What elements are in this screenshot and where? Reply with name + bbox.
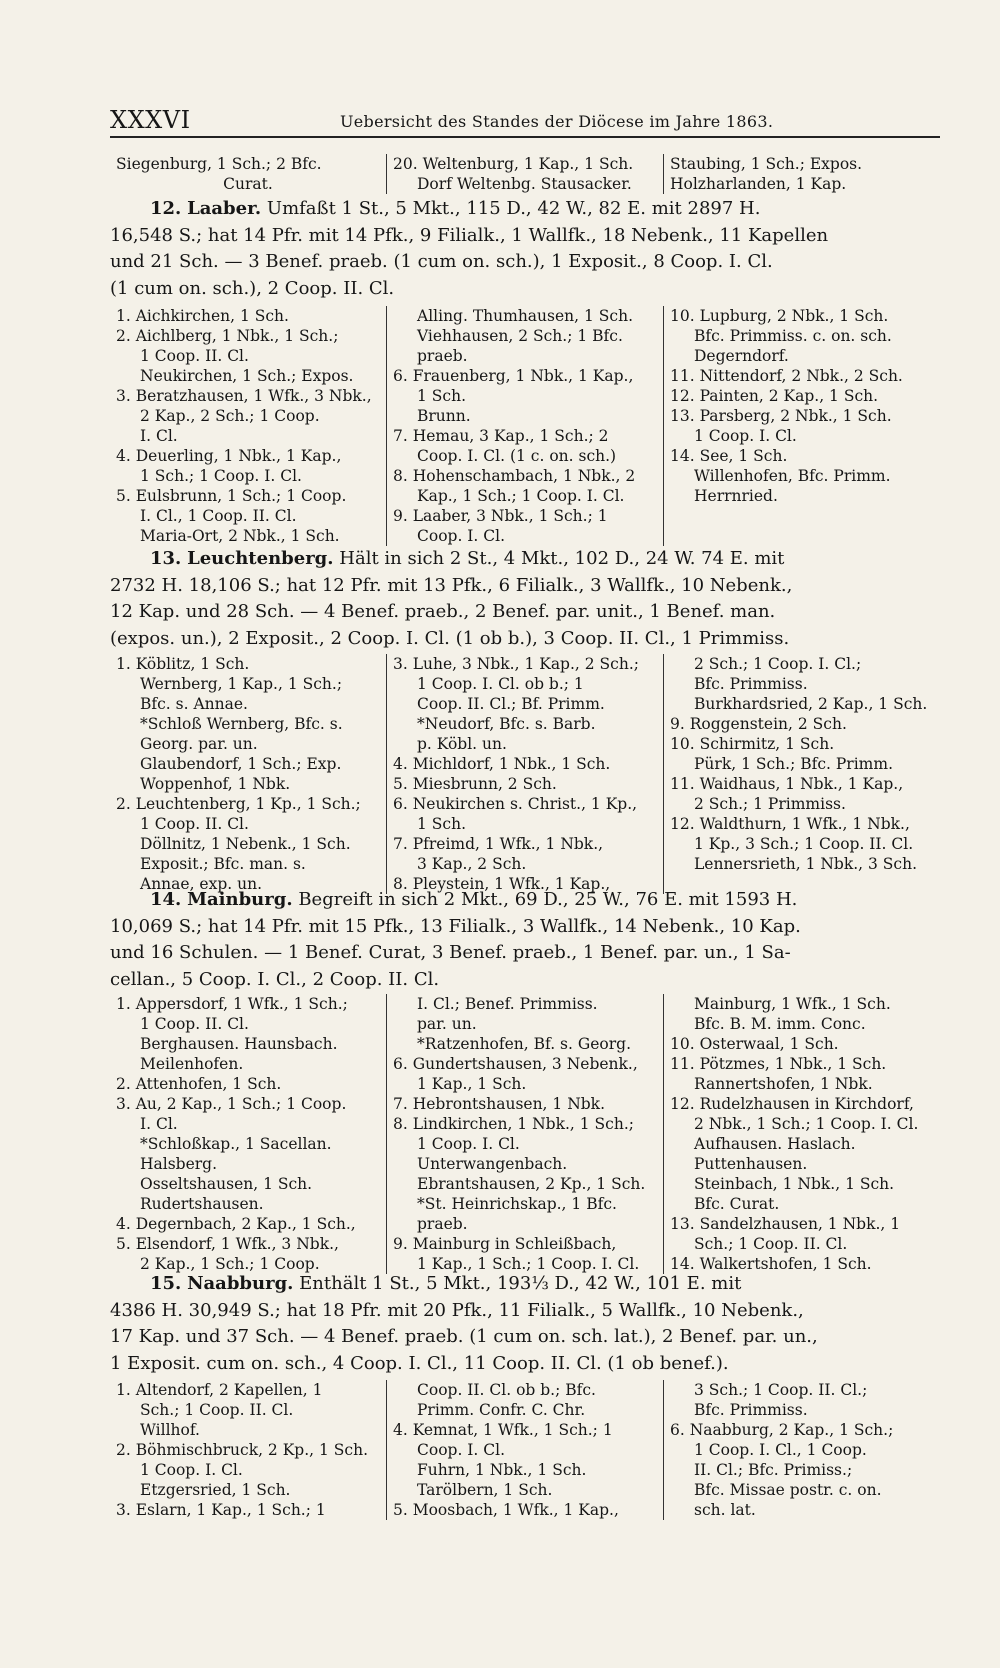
deanery-name: Naabburg. <box>187 1273 294 1294</box>
deanery-number: 13. <box>150 548 182 569</box>
summary-line: 2732 H. 18,106 S.; hat 12 Pfr. mit 13 Pfk., 6 Filialk., 3 Wallfk., 10 Nebenk., <box>110 574 793 596</box>
page-header <box>110 106 940 136</box>
deanery-14-summary <box>110 887 940 993</box>
parish-line: Bfc. Curat. <box>694 1195 780 1213</box>
parish-line: Etzgersried, 1 Sch. <box>140 1481 291 1499</box>
summary-line: 16,548 S.; hat 14 Pfr. mit 14 Pfk., 9 Filialk., 1 Wallfk., 18 Nebenk., 11 Kapellen <box>110 224 829 246</box>
deanery-name: Leuchtenberg. <box>187 548 334 569</box>
parish-line: Glaubendorf, 1 Sch.; Exp. <box>140 755 342 773</box>
summary-line: 1 Exposit. cum on. sch., 4 Coop. I. Cl., 11 Coop. II. Cl. (1 ob benef.). <box>110 1352 729 1374</box>
parish-line: 1 Coop. I. Cl. <box>417 1135 520 1153</box>
column-1 <box>110 654 386 894</box>
parish-line: Ebrantshausen, 2 Kp., 1 Sch. <box>417 1175 646 1193</box>
parish-line: 6. Frauenberg, 1 Nbk., 1 Kap., <box>393 367 634 385</box>
column-3 <box>663 306 940 546</box>
parish-line: 14. See, 1 Sch. <box>670 447 788 465</box>
parish-line: 7. Hebrontshausen, 1 Nbk. <box>393 1095 605 1113</box>
parish-line: 9. Laaber, 3 Nbk., 1 Sch.; 1 <box>393 507 608 525</box>
deanery-13-parishes <box>110 654 940 894</box>
parish-line: Coop. II. Cl. ob b.; Bfc. <box>417 1381 596 1399</box>
parish-line: 2. Leuchtenberg, 1 Kp., 1 Sch.; <box>116 795 361 813</box>
parish-line: Siegenburg, 1 Sch.; 2 Bfc. <box>116 155 322 173</box>
parish-line: *Ratzenhofen, Bf. s. Georg. <box>417 1035 632 1053</box>
parish-line: 2 Sch.; 1 Coop. I. Cl.; <box>694 655 862 673</box>
parish-line: Maria-Ort, 2 Nbk., 1 Sch. <box>140 527 340 545</box>
parish-line: Berghausen. Haunsbach. <box>140 1035 338 1053</box>
parish-line: 2 Kap., 2 Sch.; 1 Coop. <box>140 407 320 425</box>
parish-line: Dorf Weltenbg. Stausacker. <box>417 175 632 193</box>
parish-line: 8. Pleystein, 1 Wfk., 1 Kap., <box>393 875 611 893</box>
parish-line: 12. Rudelzhausen in Kirchdorf, <box>670 1095 914 1113</box>
parish-line: 1 Sch. <box>417 387 466 405</box>
parish-line: Puttenhausen. <box>694 1155 808 1173</box>
parish-line: Coop. I. Cl. <box>417 527 506 545</box>
parish-line: 6. Gundertshausen, 3 Nebenk., <box>393 1055 638 1073</box>
parish-line: Osseltshausen, 1 Sch. <box>140 1175 313 1193</box>
parish-line: 1 Coop. II. Cl. <box>140 347 249 365</box>
parish-line: Wernberg, 1 Kap., 1 Sch.; <box>140 675 343 693</box>
parish-line: 11. Waidhaus, 1 Nbk., 1 Kap., <box>670 775 904 793</box>
deanery-14-parishes <box>110 994 940 1274</box>
column-3 <box>663 654 940 894</box>
parish-line: Staubing, 1 Sch.; Expos. <box>670 155 863 173</box>
parish-line: Lennersrieth, 1 Nbk., 3 Sch. <box>694 855 918 873</box>
parish-line: 6. Naabburg, 2 Kap., 1 Sch.; <box>670 1421 894 1439</box>
summary-line: 4386 H. 30,949 S.; hat 18 Pfr. mit 20 Pfk., 11 Filialk., 5 Wallfk., 10 Nebenk., <box>110 1299 804 1321</box>
parish-line: 5. Elsendorf, 1 Wfk., 3 Nbk., <box>116 1235 339 1253</box>
summary-line: 12 Kap. und 28 Sch. — 4 Benef. praeb., 2 Benef. par. unit., 1 Benef. man. <box>110 601 776 622</box>
parish-line: Annae, exp. un. <box>140 875 263 893</box>
parish-line: *St. Heinrichskap., 1 Bfc. <box>417 1195 617 1213</box>
deanery-15-parishes <box>110 1380 940 1520</box>
parish-line: 13. Sandelzhausen, 1 Nbk., 1 <box>670 1215 901 1233</box>
parish-line: 4. Kemnat, 1 Wfk., 1 Sch.; 1 <box>393 1421 613 1439</box>
column-1 <box>110 994 386 1274</box>
parish-line: 10. Osterwaal, 1 Sch. <box>670 1035 839 1053</box>
parish-line: 2 Sch.; 1 Primmiss. <box>694 795 846 813</box>
parish-line: 10. Schirmitz, 1 Sch. <box>670 735 835 753</box>
parish-line: I. Cl. <box>140 427 178 445</box>
summary-line: 10,069 S.; hat 14 Pfr. mit 15 Pfk., 13 Filialk., 3 Wallfk., 14 Nebenk., 10 Kap. <box>110 915 801 937</box>
column-3 <box>663 154 940 194</box>
parish-line: Bfc. Primmiss. <box>694 1401 808 1419</box>
parish-line: Bfc. s. Annae. <box>140 695 248 713</box>
deanery-15-summary <box>110 1271 940 1377</box>
parish-line: 3. Eslarn, 1 Kap., 1 Sch.; 1 <box>116 1501 326 1519</box>
parish-line: I. Cl. <box>140 1115 178 1133</box>
summary-line: Enthält 1 St., 5 Mkt., 193⅓ D., 42 W., 101 E. mit <box>293 1273 742 1294</box>
parish-line: Georg. par. un. <box>140 735 258 753</box>
parish-line: p. Köbl. un. <box>417 735 507 753</box>
parish-line: 3. Luhe, 3 Nbk., 1 Kap., 2 Sch.; <box>393 655 639 673</box>
deanery-name: Mainburg. <box>187 889 293 910</box>
parish-line: 9. Mainburg in Schleißbach, <box>393 1235 617 1253</box>
column-1 <box>110 306 386 546</box>
parish-line: 7. Pfreimd, 1 Wfk., 1 Nbk., <box>393 835 604 853</box>
parish-line: 1. Köblitz, 1 Sch. <box>116 655 250 673</box>
parish-line: Degerndorf. <box>694 347 789 365</box>
parish-line: 1 Coop. II. Cl. <box>140 815 249 833</box>
parish-line: 10. Lupburg, 2 Nbk., 1 Sch. <box>670 307 889 325</box>
parish-line: 11. Pötzmes, 1 Nbk., 1 Sch. <box>670 1055 887 1073</box>
parish-line: Aufhausen. Haslach. <box>694 1135 856 1153</box>
parish-line: 4. Deuerling, 1 Nbk., 1 Kap., <box>116 447 342 465</box>
parish-line: Fuhrn, 1 Nbk., 1 Sch. <box>417 1461 587 1479</box>
parish-line: 2. Aichlberg, 1 Nbk., 1 Sch.; <box>116 327 339 345</box>
column-1 <box>110 1380 386 1520</box>
column-3 <box>663 1380 940 1520</box>
parish-line: 1. Altendorf, 2 Kapellen, 1 <box>116 1381 323 1399</box>
parish-line: 5. Eulsbrunn, 1 Sch.; 1 Coop. <box>116 487 347 505</box>
parish-line: Sch.; 1 Coop. II. Cl. <box>694 1235 848 1253</box>
parish-line: Halsberg. <box>140 1155 218 1173</box>
parish-line: 1 Kp., 3 Sch.; 1 Coop. II. Cl. <box>694 835 914 853</box>
parish-line: 1 Coop. I. Cl. <box>694 427 797 445</box>
parish-line: 6. Neukirchen s. Christ., 1 Kp., <box>393 795 638 813</box>
deanery-13-summary <box>110 546 940 652</box>
parish-line: I. Cl.; Benef. Primmiss. <box>417 995 598 1013</box>
parish-line: 3. Beratzhausen, 1 Wfk., 3 Nbk., <box>116 387 372 405</box>
parish-line: Alling. Thumhausen, 1 Sch. <box>417 307 633 325</box>
parish-line: Holzharlanden, 1 Kap. <box>670 175 847 193</box>
parish-line: Meilenhofen. <box>140 1055 244 1073</box>
parish-line: Coop. II. Cl.; Bf. Primm. <box>417 695 605 713</box>
parish-line: praeb. <box>417 347 468 365</box>
parish-line: Coop. I. Cl. <box>417 1441 506 1459</box>
summary-line: und 21 Sch. — 3 Benef. praeb. (1 cum on. sch.), 1 Exposit., 8 Coop. I. Cl. <box>110 251 773 272</box>
parish-line: Willenhofen, Bfc. Primm. <box>694 467 891 485</box>
deanery-name: Laaber. <box>187 198 262 219</box>
column-2 <box>386 994 663 1274</box>
parish-line: Steinbach, 1 Nbk., 1 Sch. <box>694 1175 895 1193</box>
parish-line: 12. Waldthurn, 1 Wfk., 1 Nbk., <box>670 815 910 833</box>
parish-line: Unterwangenbach. <box>417 1155 568 1173</box>
parish-line: 8. Lindkirchen, 1 Nbk., 1 Sch.; <box>393 1115 634 1133</box>
summary-line: (expos. un.), 2 Exposit., 2 Coop. I. Cl. (1 ob b.), 3 Coop. II. Cl., 1 Primmiss. <box>110 627 790 649</box>
parish-line: Primm. Confr. C. Chr. <box>417 1401 586 1419</box>
parish-line: 1 Kap., 1 Sch. <box>417 1075 527 1093</box>
parish-line: 1 Sch. <box>417 815 466 833</box>
parish-line: 3. Au, 2 Kap., 1 Sch.; 1 Coop. <box>116 1095 347 1113</box>
running-title: Uebersicht des Standes der Diöcese im Jahre 1863. <box>340 112 774 131</box>
parish-line: Bfc. Primmiss. c. on. sch. <box>694 327 892 345</box>
header-rule <box>110 136 940 138</box>
parish-line: sch. lat. <box>694 1501 756 1519</box>
column-1 <box>110 154 386 194</box>
parish-line: 3 Kap., 2 Sch. <box>417 855 527 873</box>
column-2 <box>386 154 663 194</box>
parish-line: Tarölbern, 1 Sch. <box>417 1481 553 1499</box>
parish-line: par. un. <box>417 1015 477 1033</box>
parish-line: I. Cl., 1 Coop. II. Cl. <box>140 507 297 525</box>
parish-line: 1 Coop. I. Cl., 1 Coop. <box>694 1441 867 1459</box>
deanery-number: 12. <box>150 198 182 219</box>
column-2 <box>386 306 663 546</box>
parish-line: 4. Degernbach, 2 Kap., 1 Sch., <box>116 1215 356 1233</box>
parish-line: 2 Nbk., 1 Sch.; 1 Coop. I. Cl. <box>694 1115 919 1133</box>
column-3 <box>663 994 940 1274</box>
parish-line: 7. Hemau, 3 Kap., 1 Sch.; 2 <box>393 427 609 445</box>
deanery-12-summary <box>110 196 940 302</box>
parish-line: 2 Kap., 1 Sch.; 1 Coop. <box>140 1255 320 1273</box>
parish-line: II. Cl.; Bfc. Primiss.; <box>694 1461 853 1479</box>
parish-line: Pürk, 1 Sch.; Bfc. Primm. <box>694 755 893 773</box>
parish-line: 1 Coop. II. Cl. <box>140 1015 249 1033</box>
parish-line: 4. Michldorf, 1 Nbk., 1 Sch. <box>393 755 611 773</box>
parish-line: Willhof. <box>140 1421 200 1439</box>
deanery-number: 14. <box>150 889 182 910</box>
parish-line: 1 Kap., 1 Sch.; 1 Coop. I. Cl. <box>417 1255 640 1273</box>
parish-line: Mainburg, 1 Wfk., 1 Sch. <box>694 995 891 1013</box>
parish-line: Döllnitz, 1 Nebenk., 1 Sch. <box>140 835 351 853</box>
column-2 <box>386 654 663 894</box>
parish-line: 2. Attenhofen, 1 Sch. <box>116 1075 282 1093</box>
parish-line: 3 Sch.; 1 Coop. II. Cl.; <box>694 1381 868 1399</box>
parish-line: 1 Sch.; 1 Coop. I. Cl. <box>140 467 302 485</box>
parish-line: Rannertshofen, 1 Nbk. <box>694 1075 873 1093</box>
summary-line: 17 Kap. und 37 Sch. — 4 Benef. praeb. (1 cum on. sch. lat.), 2 Benef. par. un., <box>110 1326 818 1347</box>
deanery-number: 15. <box>150 1273 182 1294</box>
parish-line: Herrnried. <box>694 487 778 505</box>
parish-line: *Schloß Wernberg, Bfc. s. <box>140 715 343 733</box>
parish-line: 1 Coop. I. Cl. <box>140 1461 243 1479</box>
parish-line: Curat. <box>223 175 273 193</box>
parish-line: Neukirchen, 1 Sch.; Expos. <box>140 367 354 385</box>
parish-line: praeb. <box>417 1215 468 1233</box>
parish-line: 13. Parsberg, 2 Nbk., 1 Sch. <box>670 407 892 425</box>
column-2 <box>386 1380 663 1520</box>
parish-line: 1. Aichkirchen, 1 Sch. <box>116 307 289 325</box>
parish-line: Brunn. <box>417 407 471 425</box>
parish-line: Rudertshausen. <box>140 1195 264 1213</box>
parish-line: 12. Painten, 2 Kap., 1 Sch. <box>670 387 879 405</box>
summary-line: (1 cum on. sch.), 2 Coop. II. Cl. <box>110 277 395 299</box>
parish-line: 9. Roggenstein, 2 Sch. <box>670 715 847 733</box>
parish-line: Bfc. Missae postr. c. on. <box>694 1481 882 1499</box>
parish-line: Bfc. Primmiss. <box>694 675 808 693</box>
parish-line: 5. Moosbach, 1 Wfk., 1 Kap., <box>393 1501 619 1519</box>
summary-line: und 16 Schulen. — 1 Benef. Curat, 3 Benef. praeb., 1 Benef. par. un., 1 Sa- <box>110 942 791 963</box>
parish-line: Woppenhof, 1 Nbk. <box>140 775 291 793</box>
parish-line: 1 Coop. I. Cl. ob b.; 1 <box>417 675 584 693</box>
parish-line: Bfc. B. M. imm. Conc. <box>694 1015 866 1033</box>
summary-line: cellan., 5 Coop. I. Cl., 2 Coop. II. Cl. <box>110 968 440 990</box>
deanery-12-parishes <box>110 306 940 546</box>
parish-line: Coop. I. Cl. (1 c. on. sch.) <box>417 447 617 465</box>
parish-line: Sch.; 1 Coop. II. Cl. <box>140 1401 294 1419</box>
page-number: XXXVI <box>110 106 191 134</box>
parish-line: 2. Böhmischbruck, 2 Kp., 1 Sch. <box>116 1441 369 1459</box>
parish-line: 11. Nittendorf, 2 Nbk., 2 Sch. <box>670 367 903 385</box>
parish-line: 8. Hohenschambach, 1 Nbk., 2 <box>393 467 636 485</box>
parish-line: 20. Weltenburg, 1 Kap., 1 Sch. <box>393 155 634 173</box>
continuation-columns <box>110 154 940 194</box>
summary-line: Begreift in sich 2 Mkt., 69 D., 25 W., 76 E. mit 1593 H. <box>292 889 798 910</box>
parish-line: *Neudorf, Bfc. s. Barb. <box>417 715 596 733</box>
parish-line: *Schloßkap., 1 Sacellan. <box>140 1135 332 1153</box>
parish-line: 14. Walkertshofen, 1 Sch. <box>670 1255 872 1273</box>
summary-line: Umfaßt 1 St., 5 Mkt., 115 D., 42 W., 82 E. mit 2897 H. <box>261 198 761 219</box>
parish-line: 5. Miesbrunn, 2 Sch. <box>393 775 557 793</box>
parish-line: Viehhausen, 2 Sch.; 1 Bfc. <box>417 327 623 345</box>
parish-line: Kap., 1 Sch.; 1 Coop. I. Cl. <box>417 487 625 505</box>
parish-line: Burkhardsried, 2 Kap., 1 Sch. <box>694 695 928 713</box>
parish-line: 1. Appersdorf, 1 Wfk., 1 Sch.; <box>116 995 348 1013</box>
parish-line: Exposit.; Bfc. man. s. <box>140 855 306 873</box>
summary-line: Hält in sich 2 St., 4 Mkt., 102 D., 24 W. 74 E. mit <box>333 548 785 569</box>
